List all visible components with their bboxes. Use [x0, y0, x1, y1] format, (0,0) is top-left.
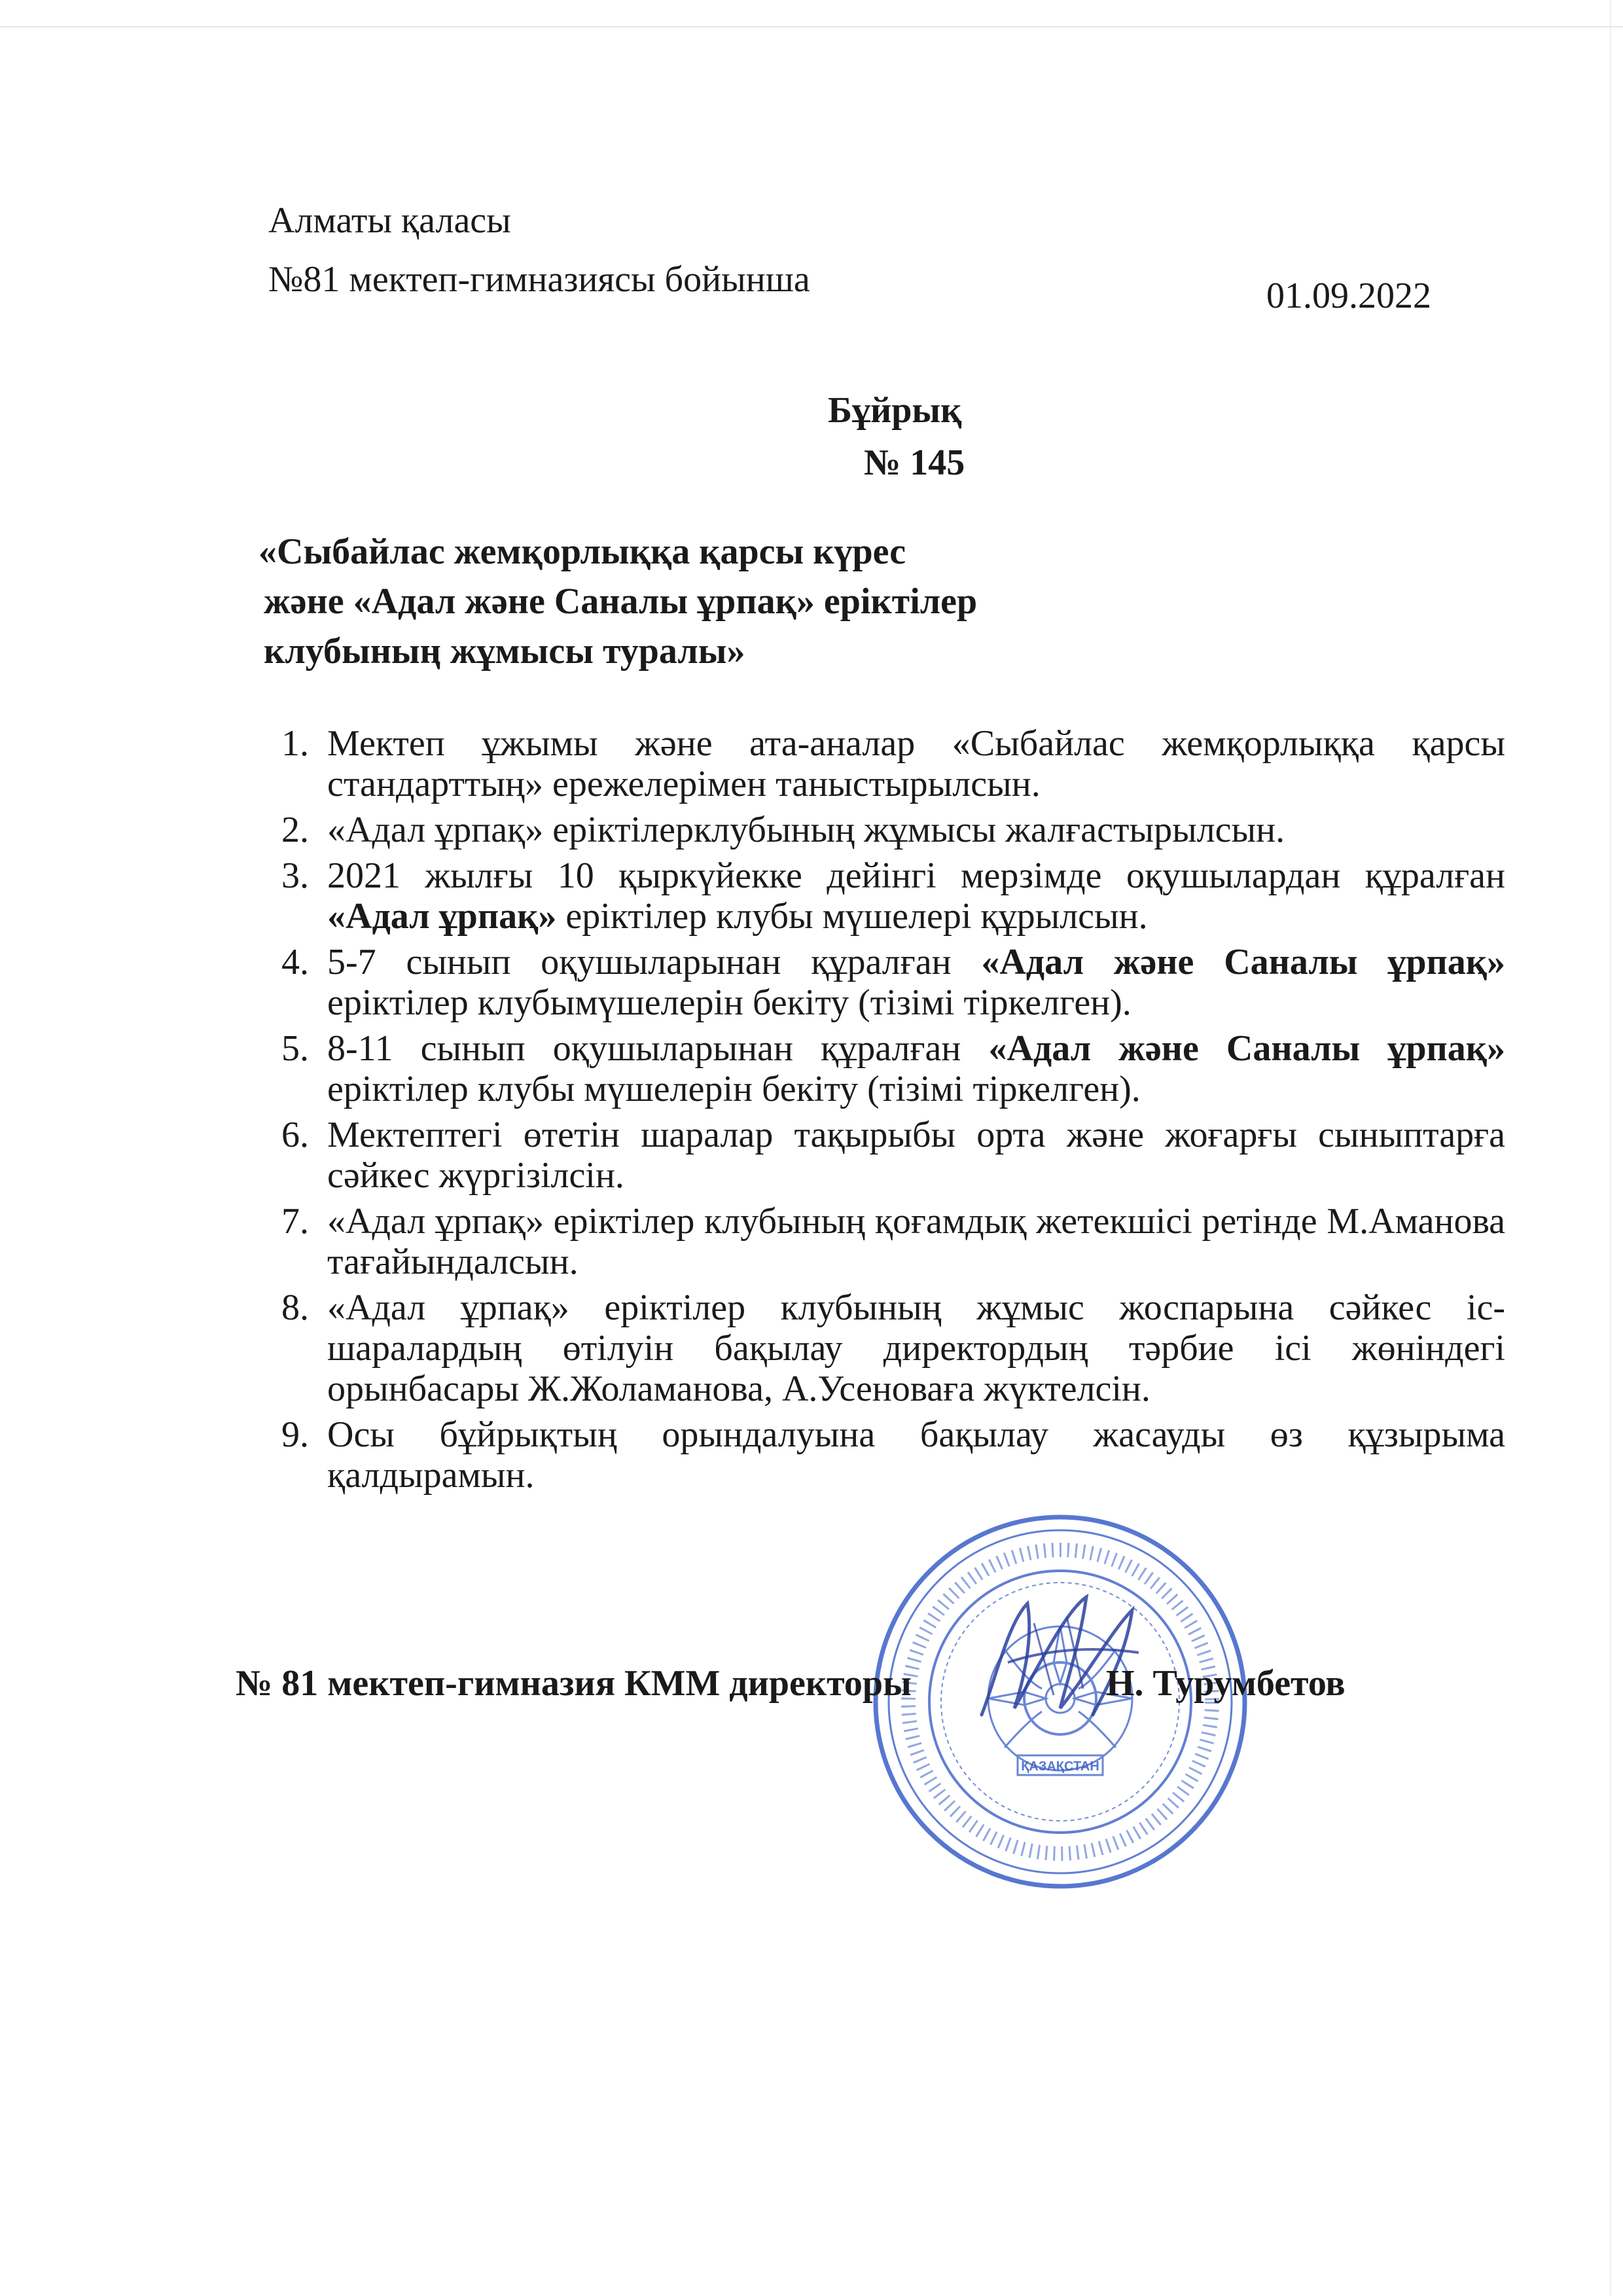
item-number: 8. — [281, 1287, 309, 1328]
item-text-pre: 5-7 сынып оқушыларынан құралған — [327, 942, 982, 982]
scan-edge-right — [1610, 0, 1611, 2296]
school-line: №81 мектеп-гимназиясы бойынша — [268, 259, 810, 300]
stamp-text: ҚАЗАҚСТАН — [1021, 1759, 1099, 1774]
list-item — [281, 810, 1505, 850]
subject-line: «Сыбайлас жемқорлыққа қарсы күрес — [259, 531, 906, 572]
item-text: Мектептегі өтетін шаралар тақырыбы орта және жоғарғы сыныптарға сәйкес жүргізілсін. — [327, 1115, 1505, 1196]
list-item — [281, 1414, 1505, 1496]
item-text-post: еріктілер клубы мүшелерін бекіту (тізімі тіркелген). — [327, 1069, 1141, 1109]
order-number: № 145 — [864, 442, 965, 483]
item-text-bold: «Адал және Саналы ұрпақ» — [988, 1028, 1506, 1069]
item-text: Мектеп ұжымы және ата-аналар «Сыбайлас жемқорлыққа қарсы стандарттың» ережелерімен таныстырылсын. — [327, 723, 1505, 804]
list-item — [281, 1201, 1505, 1282]
subject-line: клубының жұмысы туралы» — [264, 631, 745, 672]
list-item — [281, 942, 1506, 1023]
order-heading: Бұйрық — [828, 390, 962, 431]
item-number: 7. — [281, 1201, 309, 1242]
director-name: Н. Турумбетов — [1106, 1663, 1346, 1704]
order-subject — [259, 527, 977, 676]
item-number: 9. — [281, 1414, 309, 1455]
item-text-post: еріктілер клубы мүшелері құрылсын. — [556, 896, 1148, 937]
city-line: Алматы қаласы — [268, 200, 511, 241]
list-item — [281, 1115, 1505, 1196]
item-text: «Адал ұрпақ» еріктілер клубының жұмыс жоспарына сәйкес іс-шаралардың өтілуін бақылау директордың тәрбие ісі жөніндегі орынбасары Ж.Жоламанова, А.Усеноваға жүктелсін. — [327, 1287, 1505, 1409]
item-number: 4. — [281, 942, 309, 982]
item-number: 5. — [281, 1028, 309, 1069]
item-text: «Адал ұрпақ» еріктілер клубының қоғамдық жетекшісі ретінде М.Аманова тағайындалсын. — [327, 1201, 1505, 1282]
scan-edge-top — [0, 26, 1623, 27]
list-item — [281, 723, 1505, 804]
list-item — [281, 855, 1505, 937]
item-number: 3. — [281, 855, 309, 896]
item-text-bold: «Адал ұрпақ» — [327, 896, 557, 937]
item-text-pre: 2021 жылғы 10 қыркүйекке дейінгі мерзімде оқушылардан құралған — [327, 855, 1505, 896]
director-title: № 81 мектеп-гимназия КММ директоры — [236, 1663, 912, 1704]
item-text-post: еріктілер клубымүшелерін бекіту (тізімі тіркелген). — [327, 982, 1132, 1023]
item-number: 1. — [281, 723, 309, 764]
item-text: «Адал ұрпақ» еріктілерклубының жұмысы жалғастырылсын. — [327, 810, 1285, 850]
item-number: 2. — [281, 810, 309, 850]
item-number: 6. — [281, 1115, 309, 1155]
subject-line: және «Адал және Саналы ұрпақ» еріктілер — [264, 581, 978, 622]
order-items-list — [281, 723, 1506, 1501]
list-item — [281, 1028, 1506, 1109]
document-date: 01.09.2022 — [1266, 276, 1431, 316]
item-text: Осы бұйрықтың орындалуына бақылау жасауды өз құзырыма қалдырамын. — [327, 1414, 1505, 1496]
item-text-pre: 8-11 сынып оқушыларынан құралған — [327, 1028, 989, 1069]
director-signature — [969, 1584, 1152, 1728]
item-text-bold: «Адал және Саналы ұрпақ» — [981, 942, 1506, 982]
list-item — [281, 1287, 1505, 1409]
